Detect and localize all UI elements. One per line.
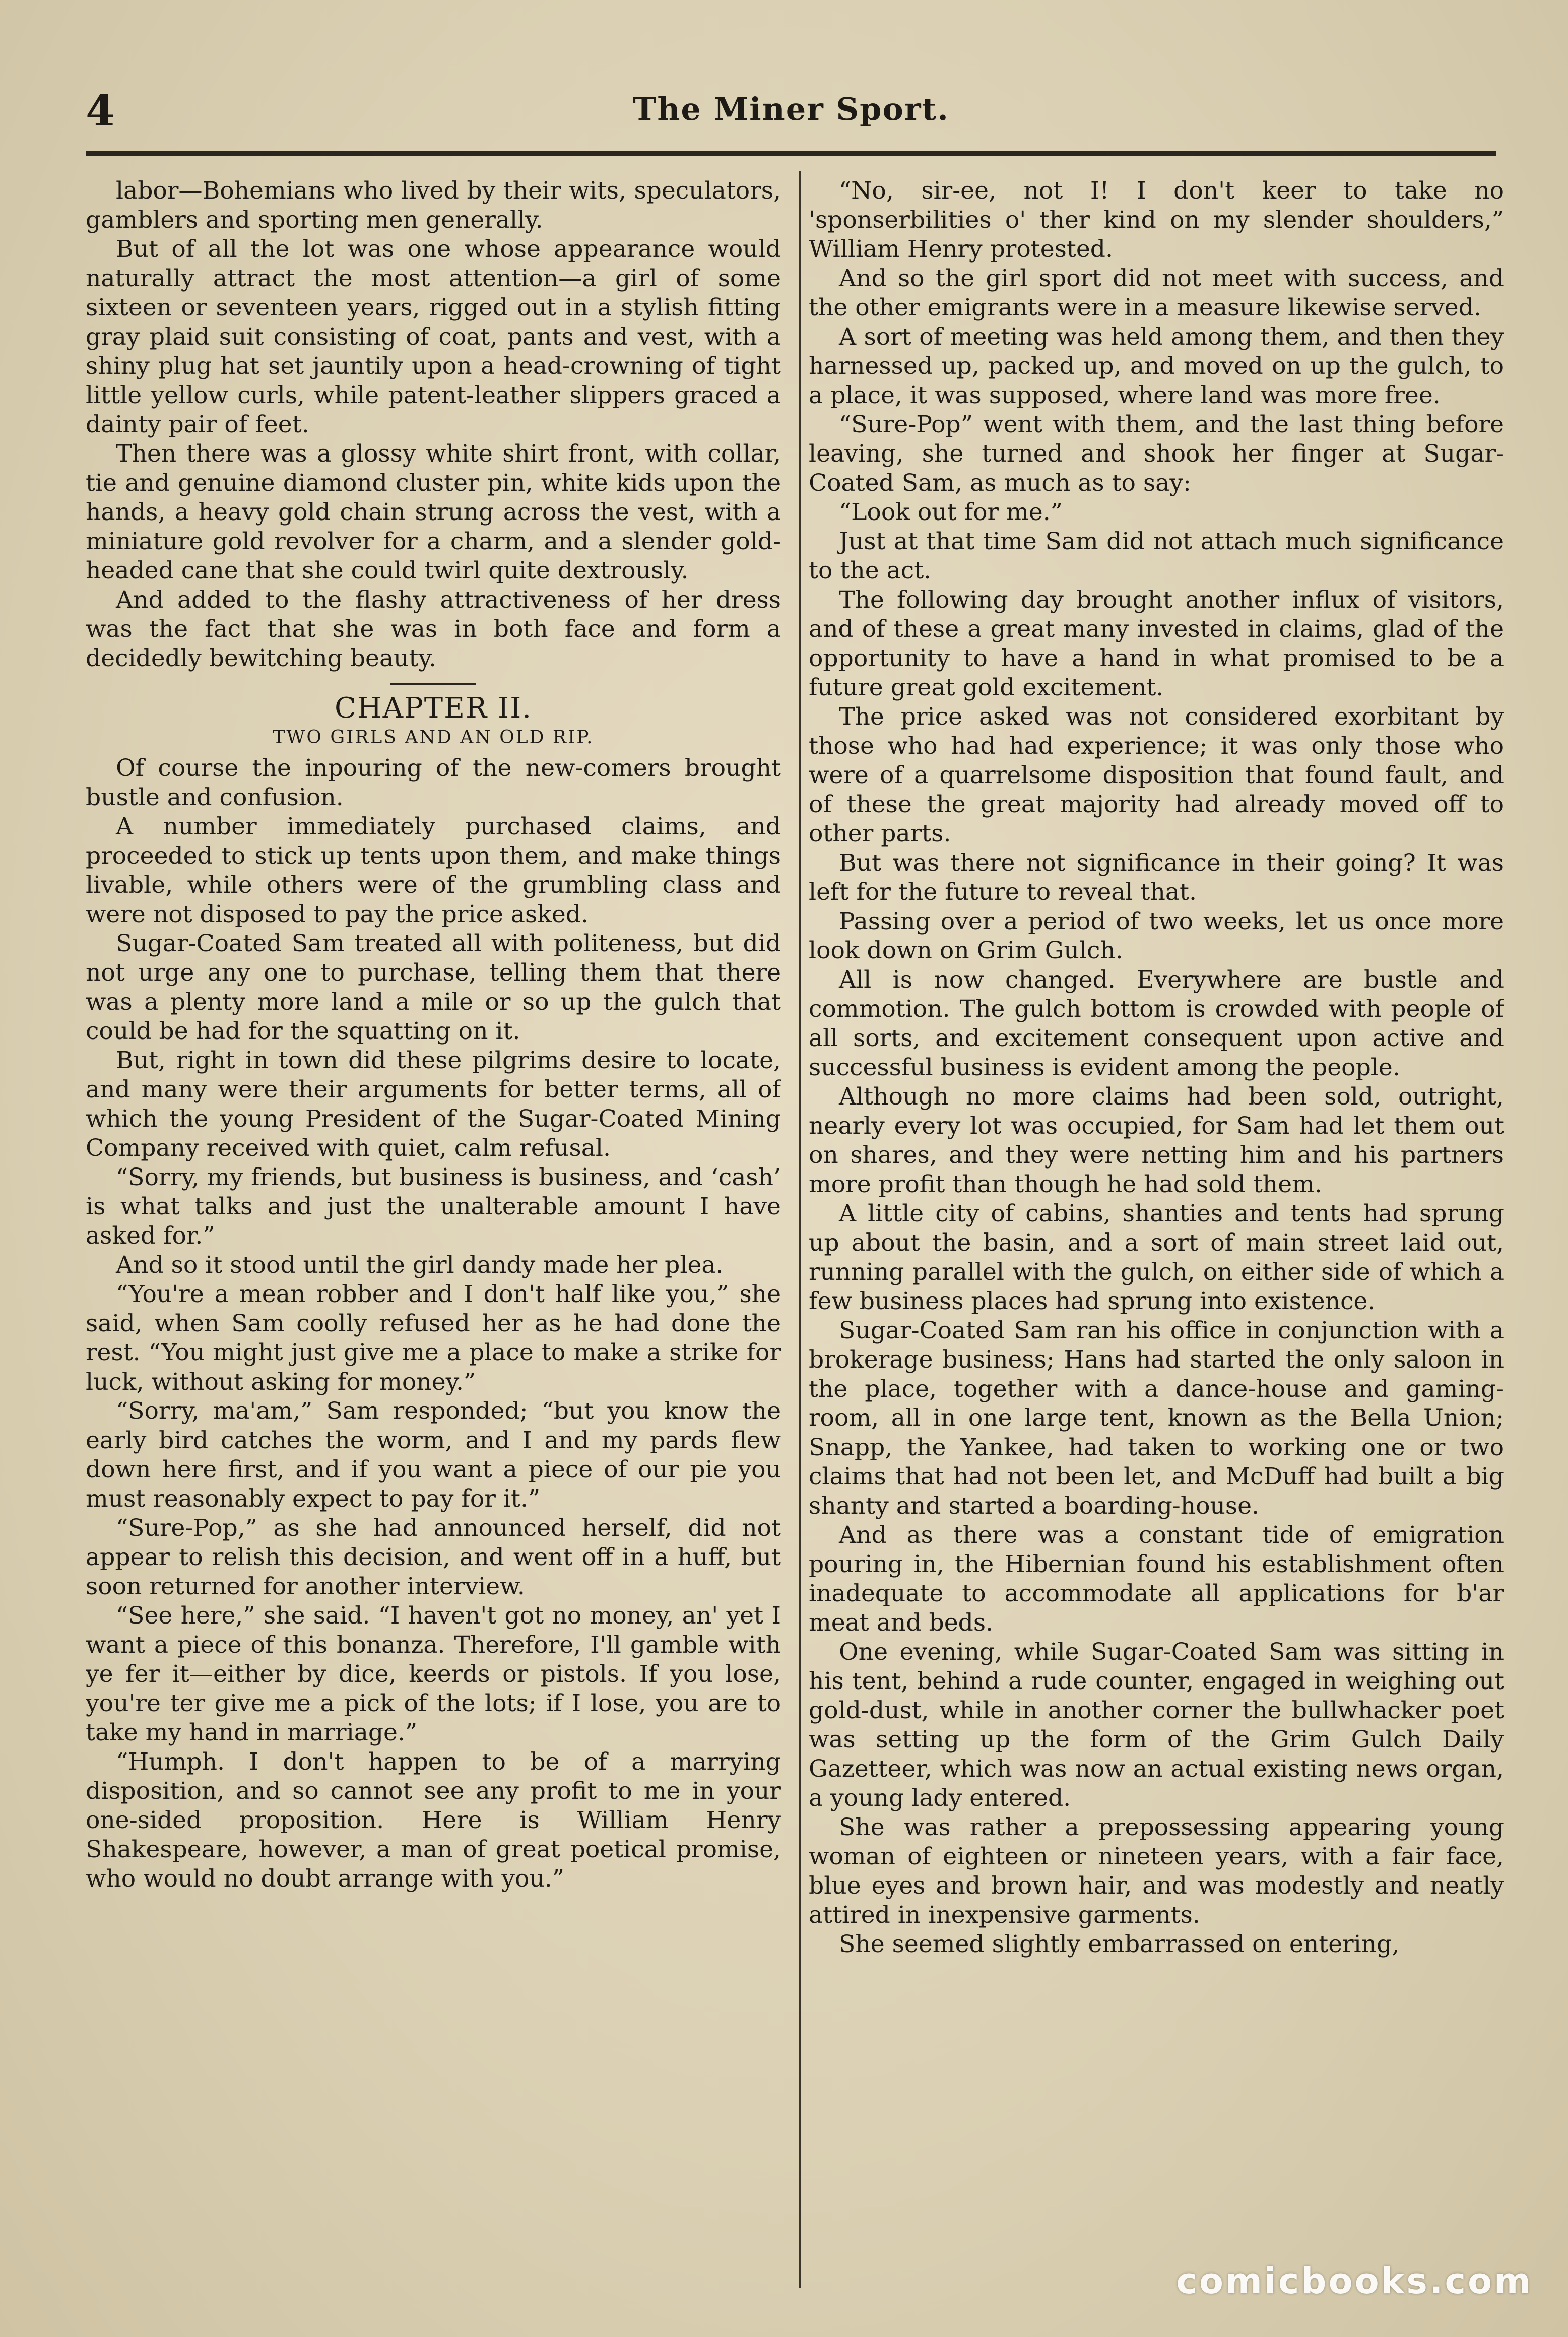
header-rule	[86, 151, 1496, 156]
running-title: The Miner Sport.	[633, 91, 949, 127]
right-paragraphs	[809, 176, 1504, 1959]
paragraph: But, right in town did these pilgrims desire to locate, and many were their arguments for better terms, all of which the young President of the Sugar-Coated Mining Company received with quiet, calm refusal.	[86, 1047, 781, 1162]
column-divider	[799, 171, 801, 2288]
paragraph: labor—Bohemians who lived by their wits, speculators, gamblers and sporting men generally.	[86, 177, 781, 234]
left-paragraphs-after	[86, 754, 781, 1894]
paragraph: And so the girl sport did not meet with success, and the other emigrants were in a measure likewise served.	[809, 265, 1504, 321]
paragraph: But was there not significance in their going? It was left for the future to reveal that.	[809, 849, 1504, 906]
paragraph: But of all the lot was one whose appearance would naturally attract the most attention—a girl of some sixteen or seventeen years, rigged out in a stylish fitting gray plaid suit consisting of coat, pants and vest, with a shiny plug hat set jauntily upon a head-crowning of tight little yellow curls, while patent-leather slippers graced a dainty pair of feet.	[86, 235, 781, 438]
paragraph: Then there was a glossy white shirt front, with collar, tie and genuine diamond cluster pin, white kids upon the hands, a heavy gold chain strung across the vest, with a miniature gold revolver for a charm, and a slender gold-headed cane that she could twirl quite dextrously.	[86, 440, 781, 585]
paragraph: “No, sir-ee, not I! I don't keer to take no 'sponserbilities o' ther kind on my slender shoulders,” William Henry protested.	[809, 177, 1504, 263]
paragraph: Just at that time Sam did not attach much significance to the act.	[809, 528, 1504, 585]
paragraph: Although no more claims had been sold, outright, nearly every lot was occupied, for Sam had let them out on shares, and they were netting him and his partners more profit than though he had sold them.	[809, 1083, 1504, 1198]
paragraph: “Humph. I don't happen to be of a marrying disposition, and so cannot see any profit to me in your one-sided proposition. Here is William Henry Shakespeare, however, a man of great poetical promise, who would no doubt arrange with you.”	[86, 1748, 781, 1893]
paragraph: A sort of meeting was held among them, and then they harnessed up, packed up, and moved on up the gulch, to a place, it was supposed, where land was more free.	[809, 323, 1504, 409]
page-number: 4	[86, 86, 115, 136]
paragraph: A number immediately purchased claims, and proceeded to stick up tents upon them, and make things livable, while others were of the grumbling class and were not disposed to pay the price asked.	[86, 813, 781, 928]
paragraph: The price asked was not considered exorbitant by those who had had experience; it was only those who were of a quarrelsome disposition that found fault, and of these the great majority had already moved off to other parts.	[809, 703, 1504, 848]
paragraph: Of course the inpouring of the new-comers brought bustle and confusion.	[86, 754, 781, 811]
paragraph: The following day brought another influx of visitors, and of these a great many invested in claims, glad of the opportunity to have a hand in what promised to be a future great gold excitement.	[809, 586, 1504, 701]
left-column	[86, 176, 781, 2242]
watermark-text: comicbooks.com	[1176, 2260, 1533, 2302]
paragraph: Sugar-Coated Sam treated all with politeness, but did not urge any one to purchase, telling them that there was a plenty more land a mile or so up the gulch that could be had for the squatting on it.	[86, 930, 781, 1045]
paragraph: Sugar-Coated Sam ran his office in conjunction with a brokerage business; Hans had started the only saloon in the place, together with a dance-house and gaming-room, all in one large tent, known as the Bella Union; Snapp, the Yankee, had taken to working one or two claims that had not been let, and McDuff had built a big shanty and started a boarding-house.	[809, 1317, 1504, 1520]
paragraph: “Sure-Pop” went with them, and the last thing before leaving, she turned and shook her finger at Sugar-Coated Sam, as much as to say:	[809, 411, 1504, 497]
chapter-rule	[390, 683, 476, 685]
left-paragraphs-before	[86, 176, 781, 673]
paragraph: “Sorry, my friends, but business is business, and ‘cash’ is what talks and just the unalterable amount I have asked for.”	[86, 1163, 781, 1250]
chapter-subtitle: TWO GIRLS AND AN OLD RIP.	[273, 727, 594, 748]
paragraph: “Look out for me.”	[839, 498, 1063, 526]
chapter-heading: CHAPTER II.	[334, 692, 533, 725]
paragraph: “See here,” she said. “I haven't got no money, an' yet I want a piece of this bonanza. Therefore, I'll gamble with ye fer it—either by dice, keerds or pistols. If you lose, you're ter give me a pick of the lots; if I lose, you are to take my hand in marriage.”	[86, 1602, 781, 1746]
paragraph: A little city of cabins, shanties and tents had sprung up about the basin, and a sort of main street laid out, running parallel with the gulch, on either side of which a few business places had sprung into existence.	[809, 1200, 1504, 1315]
paragraph: She seemed slightly embarrassed on entering,	[839, 1930, 1400, 1958]
paragraph: And as there was a constant tide of emigration pouring in, the Hibernian found his establishment often inadequate to accommodate all applications for b'ar meat and beds.	[809, 1521, 1504, 1637]
paragraph: “Sure-Pop,” as she had announced herself, did not appear to relish this decision, and went off in a huff, but soon returned for another interview.	[86, 1514, 781, 1600]
paragraph: All is now changed. Everywhere are bustle and commotion. The gulch bottom is crowded with people of all sorts, and excitement consequent upon active and successful business is evident among the people.	[809, 966, 1504, 1081]
paragraph: “Sorry, ma'am,” Sam responded; “but you know the early bird catches the worm, and I and my pards flew down here first, and if you want a piece of our pie you must reasonably expect to pay for it.”	[86, 1397, 781, 1513]
paragraph: She was rather a prepossessing appearing young woman of eighteen or nineteen years, with a fair face, blue eyes and brown hair, and was modestly and neatly attired in inexpensive garments.	[809, 1813, 1504, 1929]
paragraph: And added to the flashy attractiveness of her dress was the fact that she was in both face and form a decidedly bewitching beauty.	[86, 586, 781, 672]
right-column	[809, 176, 1504, 2242]
paragraph: Passing over a period of two weeks, let us once more look down on Grim Gulch.	[809, 907, 1504, 964]
paragraph: And so it stood until the girl dandy made her plea.	[116, 1251, 724, 1279]
paragraph: “You're a mean robber and I don't half like you,” she said, when Sam coolly refused her as he had done the rest. “You might just give me a place to make a strike for luck, without asking for money.”	[86, 1280, 781, 1396]
page-header	[86, 81, 1496, 151]
paragraph: One evening, while Sugar-Coated Sam was sitting in his tent, behind a rude counter, engaged in weighing out gold-dust, while in another corner the bullwhacker poet was setting up the form of the Grim Gulch Daily Gazetteer, which was now an actual existing news organ, a young lady entered.	[809, 1638, 1504, 1812]
